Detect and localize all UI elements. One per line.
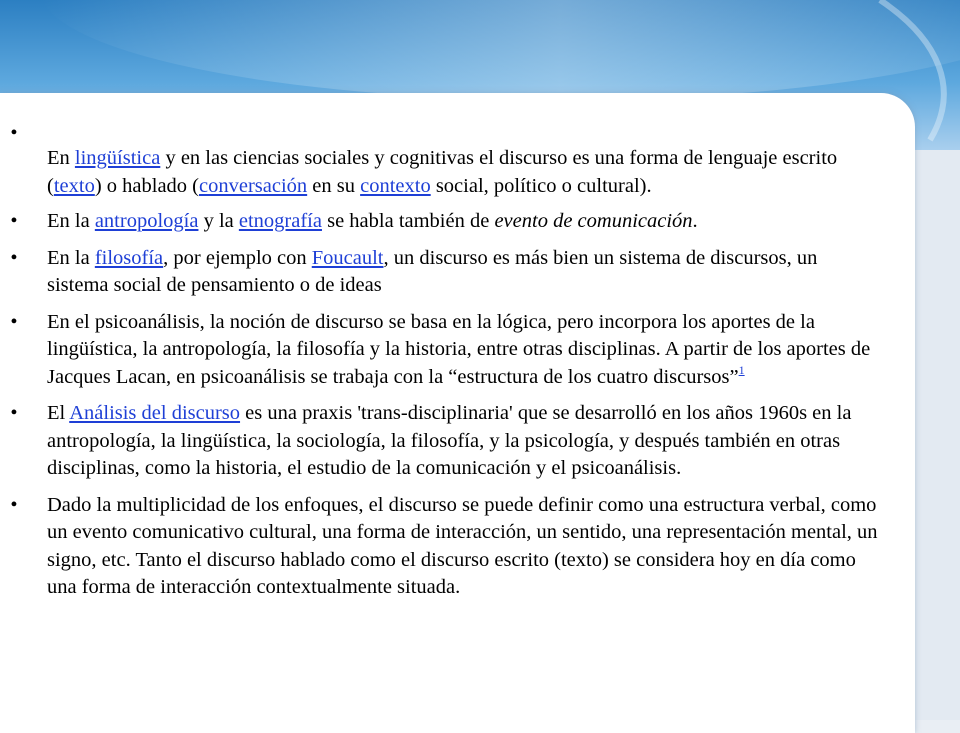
bullet-glyph: • bbox=[10, 493, 18, 516]
list-item bbox=[0, 309, 880, 392]
bullet-list bbox=[0, 120, 880, 602]
list-item bbox=[0, 400, 880, 483]
empty-line bbox=[47, 120, 880, 145]
list-item bbox=[0, 120, 880, 200]
list-item bbox=[0, 492, 880, 602]
text-run: En el psicoanálisis, la noción de discurso se basa en la lógica, pero incorpora los aportes de la lingüística, la antropología, la filosofía y la historia, entre otras disciplinas. A partir de los aportes de Jacques Lacan, en psicoanálisis se trabaja con la “estructura de los cuatro discursos” bbox=[47, 310, 871, 388]
text-run: En la bbox=[47, 210, 95, 232]
text-run: Dado la multiplicidad de los enfoques, el discurso se puede definir como una estructura verbal, como un evento comunicativo cultural, una forma de interacción, un sentido, una representación mental, un signo, etc. Tanto el discurso hablado como el discurso escrito (texto) se considera hoy en día como una forma de interacción contextualmente situada. bbox=[47, 493, 878, 598]
link-analisis-del-discurso[interactable]: Análisis del discurso bbox=[69, 402, 241, 424]
emphasis-text: evento de comunicación bbox=[494, 210, 693, 232]
text-run: , por ejemplo con bbox=[163, 246, 312, 269]
link-contexto[interactable]: contexto bbox=[360, 174, 431, 197]
text-run: y la bbox=[198, 210, 239, 232]
bullet-glyph: • bbox=[10, 402, 18, 424]
link-filosofia[interactable]: filosofía bbox=[94, 246, 164, 269]
link-texto[interactable]: texto bbox=[53, 174, 95, 197]
slide-content bbox=[0, 120, 880, 720]
footnote-link[interactable]: 1 bbox=[738, 362, 745, 377]
footnote-ref bbox=[739, 363, 745, 377]
list-item bbox=[0, 245, 880, 300]
link-foucault[interactable]: Foucault bbox=[311, 246, 384, 269]
text-run: en su bbox=[307, 174, 361, 197]
text-run: El bbox=[47, 402, 70, 424]
bullet-glyph: • bbox=[10, 122, 18, 144]
text-run: , un discurso es más bien un sistema de discursos, un sistema social de pensamiento o de ideas bbox=[47, 246, 818, 296]
text-run: es una praxis 'trans-disciplinaria' que se desarrolló en los años 1960s en la antropología, la lingüística, la sociología, la filosofía, y la psicología, y después también en otras disciplinas, como la historia, el estudio de la comunicación y el psicoanálisis. bbox=[47, 402, 852, 479]
text-run: social, político o cultural). bbox=[430, 174, 652, 197]
bullet-glyph: • bbox=[10, 210, 18, 232]
link-linguistica[interactable]: lingüística bbox=[74, 147, 161, 169]
link-antropologia[interactable]: antropología bbox=[94, 210, 199, 232]
bullet-glyph: • bbox=[10, 246, 18, 269]
text-run: se habla también de bbox=[321, 210, 495, 232]
text-run: ) o hablado ( bbox=[94, 174, 199, 197]
text-run: y en las ciencias sociales y cognitivas el discurso es una forma de lenguaje escrito ( bbox=[47, 147, 838, 197]
bullet-glyph: • bbox=[10, 310, 18, 333]
list-item bbox=[0, 208, 880, 236]
link-etnografia[interactable]: etnografía bbox=[238, 210, 322, 232]
text-run: En bbox=[47, 147, 75, 169]
text-run: . bbox=[692, 210, 698, 232]
link-conversacion[interactable]: conversación bbox=[199, 174, 308, 197]
text-run: En la bbox=[47, 246, 95, 269]
